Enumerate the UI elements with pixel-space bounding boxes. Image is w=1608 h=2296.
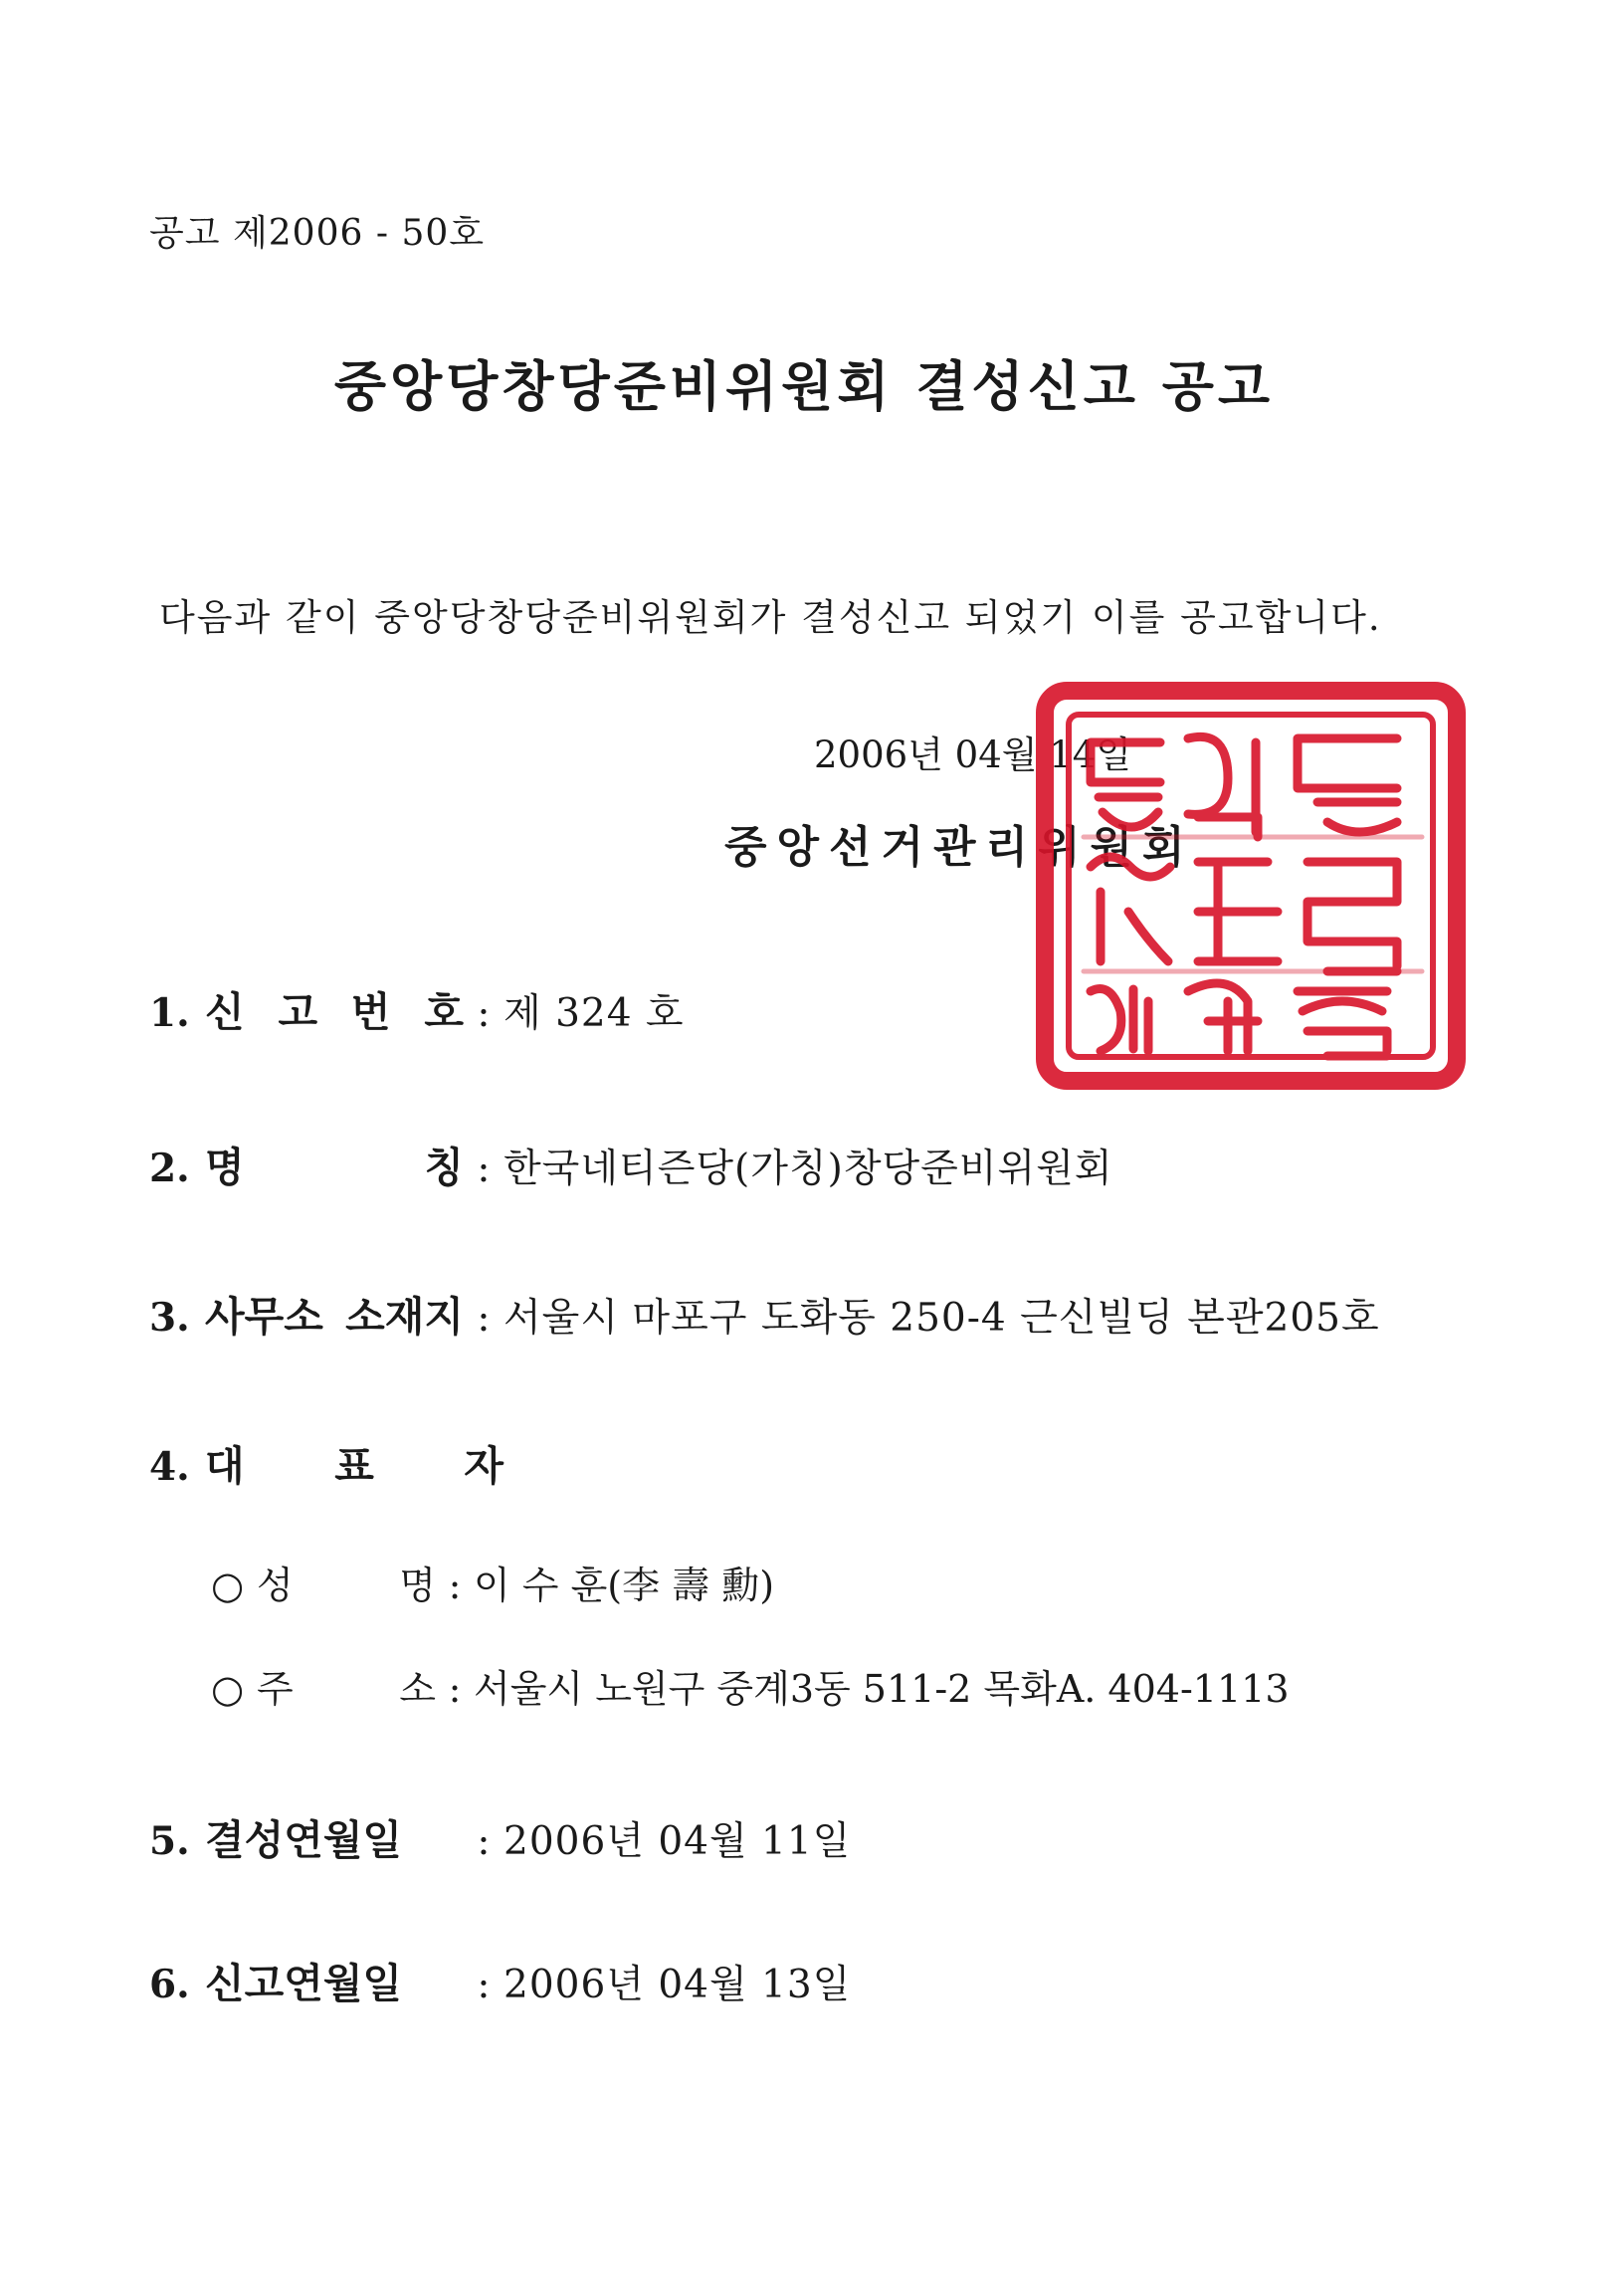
item-number: 3.: [149, 1295, 190, 1341]
representative-name: 이 수 훈(李 壽 勳): [474, 1564, 775, 1607]
item-number: 6.: [149, 1962, 190, 2007]
representative-address-row: [211, 1658, 1290, 1713]
colon: :: [477, 1296, 491, 1341]
notice-date: 2006년 04월 14일: [814, 733, 1132, 776]
colon: :: [448, 1564, 462, 1607]
label-char: 번: [350, 988, 391, 1036]
label-char: 호: [424, 988, 464, 1036]
label-char: 대: [205, 1442, 245, 1490]
label-char: 성: [257, 1564, 294, 1607]
document-title: 중앙당창당준비위원회 결성신고 공고: [333, 354, 1275, 418]
item-label: [205, 1135, 464, 1193]
item-label: [205, 1951, 464, 2009]
sub-label: [257, 1658, 436, 1713]
sub-label: [257, 1555, 436, 1609]
item-label: [205, 1433, 503, 1492]
label-char: 소재지: [345, 1293, 464, 1341]
item-report-date: [149, 1951, 851, 2009]
bullet-icon: ○: [211, 1564, 245, 1607]
item-party-name: [149, 1135, 1113, 1193]
notice-number: 공고 제2006 - 50호: [149, 213, 486, 254]
label-char: 신고연월일: [205, 1960, 403, 2007]
intro-text: 다음과 같이 중앙당창당준비위원회가 결성신고 되었기 이를 공고합니다.: [159, 596, 1382, 639]
bullet-icon: ○: [211, 1667, 245, 1711]
label-char: 사무소: [205, 1293, 323, 1341]
colon: :: [448, 1667, 462, 1711]
label-char: 주: [257, 1667, 294, 1711]
item-label: [205, 979, 464, 1038]
item-number: 5.: [149, 1818, 190, 1864]
item-number: 1.: [149, 990, 190, 1036]
item-value: 2006년 04월 13일: [503, 1963, 852, 2007]
label-char: 명: [205, 1144, 245, 1191]
item-formation-date: [149, 1807, 851, 1866]
item-number: 4.: [149, 1444, 190, 1490]
item-value: 한국네티즌당(가칭)창당준비위원회: [503, 1147, 1113, 1191]
item-value: 제 324 호: [503, 991, 685, 1036]
label-char: 명: [399, 1564, 436, 1607]
item-office-address: [149, 1284, 1380, 1343]
colon: :: [477, 1819, 491, 1864]
representative-name-row: [211, 1555, 774, 1609]
label-char: 자: [464, 1442, 503, 1490]
label-char: 칭: [424, 1144, 464, 1191]
label-char: 신: [205, 988, 245, 1036]
label-char: 표: [334, 1442, 374, 1490]
item-representative: [149, 1433, 503, 1492]
item-label: [205, 1284, 464, 1343]
label-char: 결성연월일: [205, 1816, 403, 1864]
item-value: 서울시 마포구 도화동 250-4 근신빌딩 본관205호: [503, 1296, 1380, 1341]
colon: :: [477, 991, 491, 1036]
item-number: 2.: [149, 1146, 190, 1191]
colon: :: [477, 1963, 491, 2007]
item-label: [205, 1807, 464, 1866]
label-char: 소: [399, 1667, 436, 1711]
item-report-number: [149, 979, 685, 1038]
colon: :: [477, 1147, 491, 1191]
issuer-name: 중앙선거관리위원회: [724, 822, 1195, 873]
official-seal: [1029, 673, 1475, 1099]
representative-address: 서울시 노원구 중계3동 511-2 목화A. 404-1113: [474, 1667, 1290, 1711]
item-value: 2006년 04월 11일: [503, 1819, 852, 1864]
label-char: 고: [278, 988, 318, 1036]
